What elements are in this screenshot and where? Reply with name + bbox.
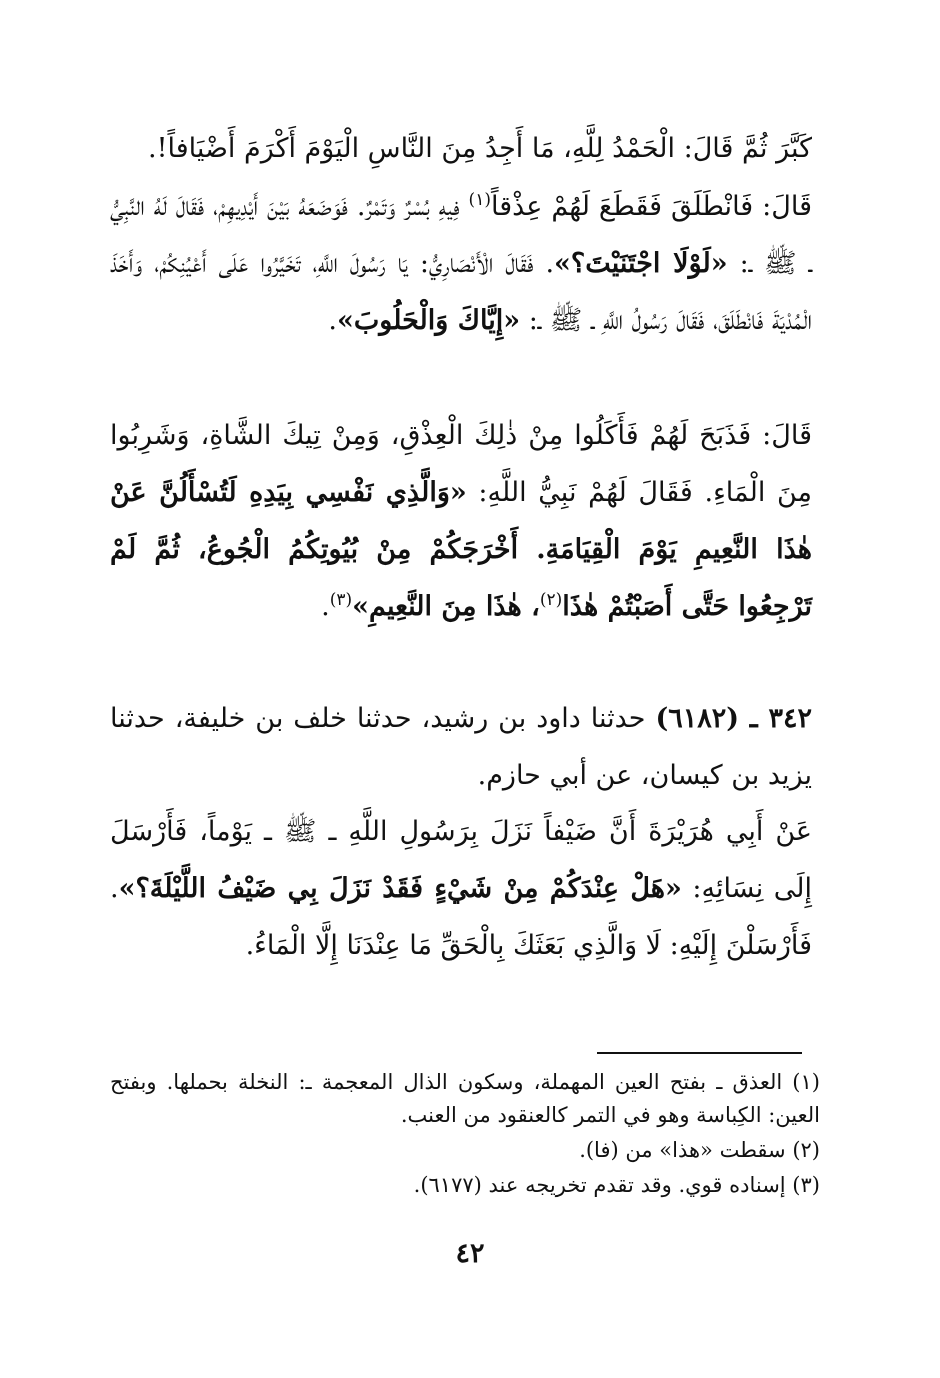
- paragraph-3-part-1: قَالَ: فَذَبَحَ لَهُمْ فَأَكَلُوا مِنْ ذٰلِكَ الْعِذْقِ، وَمِنْ تِيكَ الشَّاةِ، وَشَرِبُوا مِنَ الْمَاءِ. فَقَالَ لَهُمْ نَبِيُّ اللَّهِ:: [110, 420, 813, 508]
- paragraph-3-text: [110, 407, 812, 635]
- paragraph-3: [110, 407, 812, 635]
- footnote-reference-3: (٣): [329, 590, 353, 610]
- hadith-isnad: حدثنا داود بن رشيد، حدثنا خلف بن خليفة، حدثنا يزيد بن كيسان، عن أبي حازم.: [110, 703, 812, 791]
- paragraph-2-part-3: . فَقَالَ الْأَنْصَارِيُّ: يَا رَسُولَ اللَّهِ، تَخَيَّرُوا عَلَى أَعْيُنِكُمْ، وَأَخَذَ الْمُدْيَةَ فَانْطَلَقَ، فَقَالَ رَسُولُ اللَّهِ ـ ﷺ ـ:: [110, 248, 812, 336]
- paragraph-3-end: .: [321, 591, 330, 622]
- prophet-quote-1: «لَوْلَا اجْتَنَيْتَ؟»: [554, 248, 728, 279]
- paragraph-5: [110, 803, 812, 974]
- footnotes: [110, 1066, 820, 1204]
- paragraph-2-part-1: قَالَ: فَانْطَلَقَ فَقَطَعَ لَهُمْ عِذْقاً: [490, 191, 813, 222]
- paragraph-2-end: .: [328, 305, 337, 336]
- prophet-quote-3: «وَالَّذِي نَفْسِي بِيَدِهِ لَتُسْأَلُنَّ عَنْ هٰذَا النَّعِيمِ يَوْمَ الْقِيَامَةِ. أَخْرَجَكُمْ مِنْ بُيُوتِكُمُ الْجُوعُ، ثُمَّ لَمْ تَرْجِعُوا حَتَّى أَصَبْتُمْ هٰذَا: [110, 477, 812, 622]
- paragraph-2-part-2: فِيهِ بُسْرٌ وَتَمْرٌ. فَوَضَعَهُ بَيْنَ أَيْدِيهِمْ، فَقَالَ لَهُ النَّبِيُّ ـ ﷺ ـ:: [110, 191, 812, 279]
- paragraph-2-text: [110, 178, 812, 349]
- footnote-1: (١) العذق ـ بفتح العين المهملة، وسكون الذال المعجمة ـ: النخلة بحملها. وبفتح العين: الكِباسة وهو في التمر كالعنقود من العنب.: [110, 1070, 820, 1127]
- paragraph-5-part-1: عَنْ أَبِي هُرَيْرَةَ أَنَّ ضَيْفاً نَزَلَ بِرَسُولِ اللَّهِ ـ ﷺ ـ يَوْماً، فَأَرْسَلَ إِلَى نِسَائِهِ:: [110, 816, 812, 904]
- prophet-quote-3-end: ، هٰذَا مِنَ النَّعِيمِ»: [352, 591, 540, 622]
- hadith-number: ٣٤٢ ـ (٦١٨٢): [655, 703, 812, 734]
- footnote-3: (٣) إسناده قوي. وقد تقدم تخريجه عند (٦١٧٧).: [413, 1173, 820, 1197]
- paragraph-1: [110, 120, 812, 177]
- hadith-chain-text: [110, 690, 812, 804]
- paragraph-1-text: كَبَّرَ ثُمَّ قَالَ: الْحَمْدُ لِلَّهِ، مَا أَجِدُ مِنَ النَّاسِ الْيَوْمَ أَكْرَمَ أَضْيَافاً!.: [148, 133, 812, 164]
- footnote-reference-2: (٢): [539, 590, 563, 610]
- prophet-quote-4: «هَلْ عِنْدَكُمْ مِنْ شَيْءٍ فَقَدْ نَزَلَ بِي ضَيْفُ اللَّيْلَةَ؟»: [118, 873, 682, 904]
- hadith-chain: [110, 690, 812, 804]
- footnote-separator: [597, 1052, 802, 1054]
- paragraph-2: [110, 178, 812, 349]
- page-number: ٤٢: [455, 1238, 485, 1269]
- paragraph-5-text: [110, 803, 812, 974]
- prophet-quote-2: «إِيَّاكَ وَالْحَلُوبَ»: [336, 305, 521, 336]
- paragraph-5-part-2: . فَأَرْسَلْنَ إِلَيْهِ: لَا وَالَّذِي بَعَثَكَ بِالْحَقِّ مَا عِنْدَنَا إِلَّا الْمَاءُ.: [110, 873, 812, 961]
- footnote-reference-1: (١): [468, 190, 491, 210]
- footnote-2: (٢) سقطت «هذا» من (فا).: [579, 1138, 820, 1162]
